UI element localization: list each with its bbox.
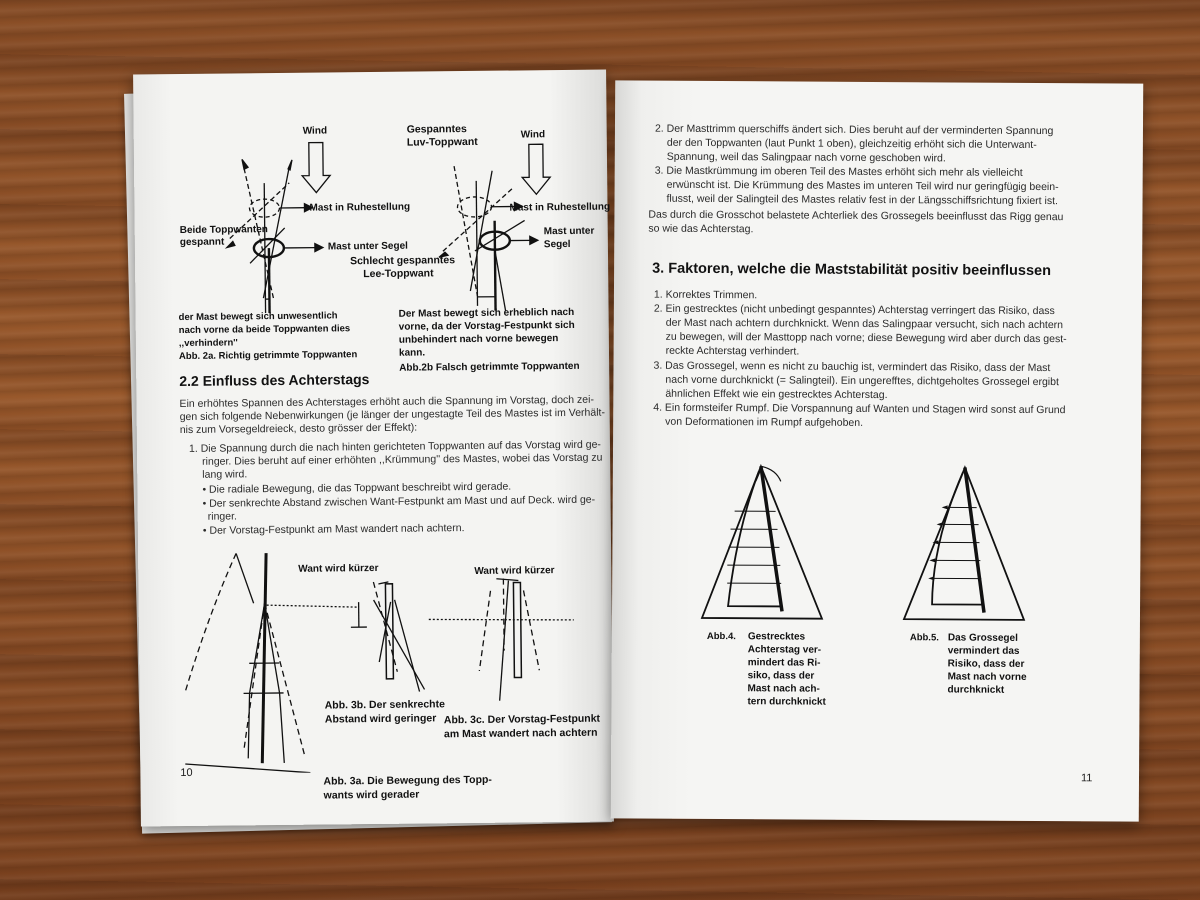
bullet-line-3: • Der Vorstag-Festpunkt am Mast wandert nach achtern. bbox=[202, 522, 465, 537]
fig2-mast-ruhestellung-right: Mast in Ruhestellung bbox=[509, 201, 611, 214]
fig2-segel-label: Segel bbox=[543, 238, 571, 251]
fig5-label: Abb.5. bbox=[909, 632, 939, 644]
fig4-label: Abb.4. bbox=[706, 630, 736, 643]
fig2-beide-toppwanten-label: Beide Toppwanten bbox=[179, 224, 268, 237]
fig3b-caption-line-2: Abstand wird geringer bbox=[324, 712, 437, 726]
fig2b-caption-title: Abb.2b Falsch getrimmte Toppwanten bbox=[399, 360, 580, 374]
fig3-want-kuerzer-right: Want wird kürzer bbox=[474, 565, 555, 577]
factor-line-9: 4. Ein formsteifer Rumpf. Die Vorspannung auf Wanten und Stagen wird sonst auf Grund bbox=[653, 401, 1066, 417]
bullet-line-2b: ringer. bbox=[207, 510, 237, 523]
fig2-wind-label-left: Wind bbox=[302, 125, 328, 137]
bullet-line-1: • Die radiale Bewegung, die das Toppwant beschreibt wird gerade. bbox=[202, 480, 512, 496]
fig2b-caption-line-2: vorne, da der Vorstag-Festpunkt sich bbox=[398, 319, 575, 333]
fig3-want-kuerzer-left: Want wird kürzer bbox=[298, 562, 379, 575]
list-line-2: ringer. Dies beruht auf einer erhöhten ,,Krümmung'' des Mastes, wobei das Vorstag zu bbox=[202, 451, 603, 468]
fig2b-caption-line-4: kann. bbox=[398, 347, 426, 359]
factor-line-10: von Deformationen im Rumpf aufgehoben. bbox=[665, 415, 864, 429]
fig3b-caption-line-1: Abb. 3b. Der senkrechte bbox=[324, 698, 445, 712]
fig2-wind-label-right: Wind bbox=[520, 129, 546, 141]
section-heading-2-2: 2.2 Einfluss des Achterstags bbox=[179, 371, 370, 390]
fig4-caption-line-4: siko, dass der bbox=[747, 670, 815, 682]
right-list-line-2: der den Toppwanten (laut Punkt 1 oben), gleichzeitig erhöht sich die Unterwant- bbox=[666, 136, 1037, 151]
right-para-line-1: Das durch die Grosschot belastete Achterliek des Grossegels beeinflusst das Rigg genau bbox=[648, 208, 1064, 224]
right-list-line-1: 2. Der Masttrimm querschiffs ändert sich. Dies beruht auf der verminderten Spannung bbox=[654, 122, 1054, 138]
fig2a-caption-line-1: der Mast bewegt sich unwesentlich bbox=[178, 310, 338, 324]
fig2a-caption-title: Abb. 2a. Richtig getrimmte Toppwanten bbox=[178, 349, 358, 363]
right-list-line-6: flusst, weil der Salingteil des Mastes relativ fest in der Längsschiffsrichtung fixiert ist. bbox=[666, 192, 1058, 208]
left-page bbox=[133, 70, 614, 827]
fig4-caption-line-2: Achterstag ver- bbox=[747, 644, 822, 656]
page-number-right: 11 bbox=[1080, 772, 1093, 785]
fig2b-caption-line-3: unbehindert nach vorne bewegen bbox=[398, 333, 559, 346]
right-para-line-2: so wie das Achterstag. bbox=[648, 222, 754, 236]
fig2-gespanntes-label: Gespanntes bbox=[406, 123, 467, 136]
fig2a-caption-line-3: ,,verhindern'' bbox=[178, 337, 238, 350]
fig3c-caption-line-2: am Mast wandert nach achtern bbox=[443, 726, 598, 741]
fig4-caption-line-6: tern durchknickt bbox=[747, 696, 826, 708]
fig3c-caption-line-1: Abb. 3c. Der Vorstag-Festpunkt bbox=[443, 712, 601, 727]
right-page bbox=[611, 80, 1143, 821]
bullet-line-2: • Der senkrechte Abstand zwischen Want-Festpunkt am Mast und auf Deck. wird ge- bbox=[202, 493, 596, 510]
list-line-3: lang wird. bbox=[202, 468, 248, 481]
list-line-1: 1. Die Spannung durch die nach hinten gerichteten Toppwanten auf das Vorstag wird ge- bbox=[188, 438, 601, 455]
fig2a-caption-line-2: nach vorne da beide Toppwanten dies bbox=[178, 323, 351, 337]
factor-line-5: reckte Achterstag verhindert. bbox=[665, 344, 800, 358]
fig2-mast-unter-segel-left: Mast unter Segel bbox=[327, 240, 408, 253]
factor-line-8: ähnlichen Effekt wie ein gestrecktes Achterstag. bbox=[665, 387, 888, 402]
fig5-caption-line-2: vermindert das bbox=[947, 645, 1020, 657]
figure-4-sail-diagram bbox=[700, 461, 831, 622]
fig2-mast-unter-label: Mast unter bbox=[543, 225, 595, 238]
fig2-schlecht-gespanntes-label: Schlecht gespanntes bbox=[349, 254, 456, 268]
figure-5-sail-diagram bbox=[902, 462, 1033, 623]
fig5-caption-line-5: durchknickt bbox=[947, 684, 1005, 696]
section-heading-3: 3. Faktoren, welche die Maststabilität positiv beeinflussen bbox=[652, 260, 1052, 280]
fig3a-caption-line-1: Abb. 3a. Die Bewegung des Topp- bbox=[323, 773, 492, 788]
fig2-luv-toppwant-label: Luv-Toppwant bbox=[406, 135, 478, 149]
factor-line-4: zu bewegen, will der Masttopp nach vorne; diese Bewegung wird aber durch das gest- bbox=[665, 330, 1067, 346]
fig4-caption-line-3: mindert das Ri- bbox=[747, 657, 821, 669]
factor-line-7: nach vorne durchknickt (= Salingteil). Ein ungerefftes, dichtgeholtes Grossegel ergibt bbox=[665, 373, 1059, 389]
fig5-caption-line-4: Mast nach vorne bbox=[947, 671, 1027, 683]
fig5-caption-line-3: Risiko, dass der bbox=[947, 658, 1025, 670]
fig4-caption-line-1: Gestrecktes bbox=[747, 631, 806, 643]
right-list-line-3: Spannung, weil das Salingpaar nach vorne geschoben wird. bbox=[666, 150, 946, 165]
intro-line-3: nis zum Vorsegeldreieck, desto grösser der Effekt): bbox=[179, 421, 418, 437]
right-list-line-4: 3. Die Mastkrümmung im oberen Teil des Mastes erhöht sich mehr als vielleicht bbox=[654, 164, 1023, 179]
factor-line-2: 2. Ein gestrecktes (nicht unbedingt gespanntes) Achterstag verringert das Risiko, dass bbox=[653, 302, 1055, 318]
fig4-caption-line-5: Mast nach ach- bbox=[747, 683, 820, 695]
intro-line-2: gen sich folgende Nebenwirkungen (je länger der ungestagte Teil des Mastes ist im Verhält- bbox=[179, 406, 606, 424]
fig2-gespannt-label: gespannt bbox=[179, 236, 225, 249]
fig3a-caption-line-2: wants wird gerader bbox=[323, 788, 420, 802]
factor-line-3: der Mast nach achtern durchknickt. Wenn das Salingpaar versucht, sich nach achtern bbox=[665, 316, 1064, 332]
right-list-line-5: erwünscht ist. Die Krümmung des Mastes im unteren Teil wird nur geringfügig beein- bbox=[666, 178, 1059, 194]
fig5-caption-line-1: Das Grossegel bbox=[947, 632, 1018, 644]
fig2b-caption-line-1: Der Mast bewegt sich erheblich nach bbox=[398, 306, 575, 320]
factor-line-6: 3. Das Grossegel, wenn es nicht zu bauchig ist, vermindert das Risiko, dass der Mast bbox=[653, 359, 1051, 375]
factor-line-1: 1. Korrektes Trimmen. bbox=[653, 288, 758, 302]
intro-line-1: Ein erhöhtes Spannen des Achterstages erhöht auch die Spannung im Vorstag, doch zei- bbox=[179, 393, 595, 411]
fig2-lee-toppwant-label: Lee-Toppwant bbox=[363, 267, 434, 281]
fig2-mast-ruhestellung-left: Mast in Ruhestellung bbox=[309, 201, 411, 214]
page-number-left: 10 bbox=[180, 766, 193, 780]
